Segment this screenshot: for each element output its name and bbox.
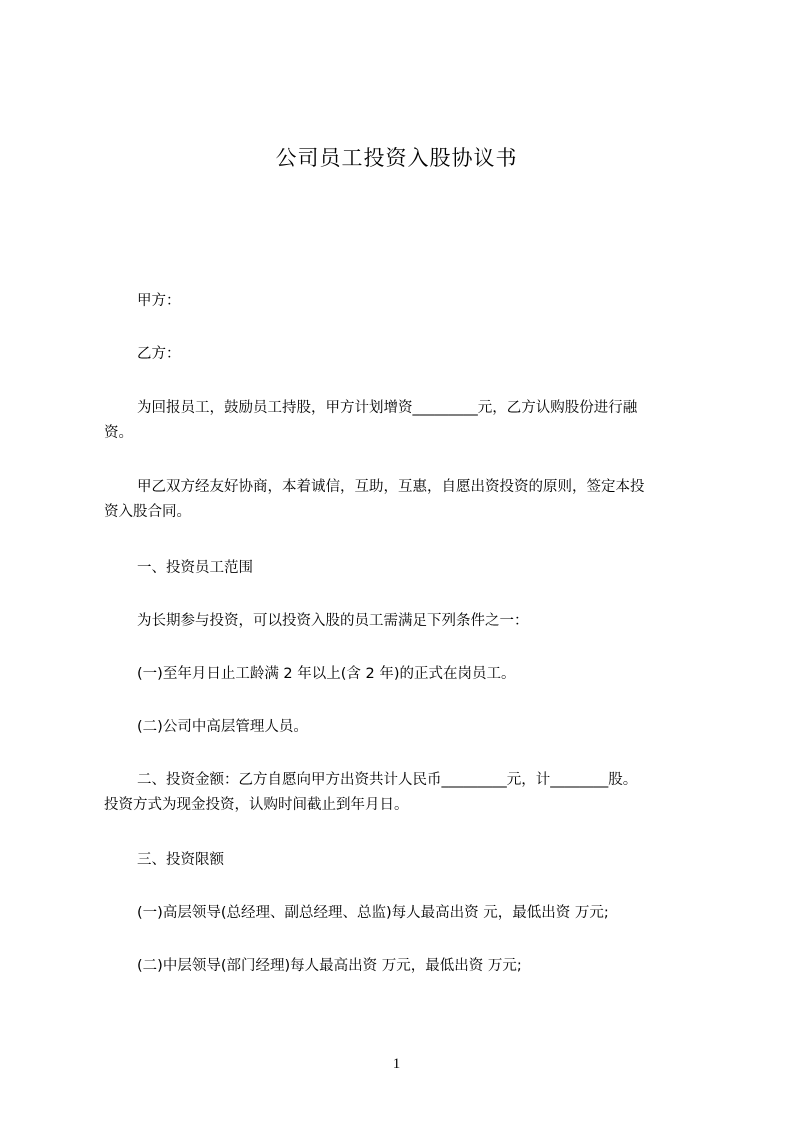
- intro-1-line-1: 为回报员工，鼓励员工持股，甲方计划增资_________元，乙方认购股份进行融: [137, 400, 638, 416]
- intro-2-line-1: 甲乙双方经友好协商，本着诚信，互助，互惠，自愿出资投资的原则，签定本投: [137, 479, 645, 495]
- section-2-paragraph: [104, 768, 694, 818]
- section-3-item-2: (二)中层领导(部门经理)每人最高出资 万元，最低出资 万元;: [137, 958, 522, 974]
- section-2-line-1: 二、投资金额：乙方自愿向甲方出资共计人民币_________元，计________股。: [137, 772, 638, 788]
- section-3-heading: 三、投资限额: [137, 852, 224, 868]
- document-title: 公司员工投资入股协议书: [275, 146, 518, 170]
- section-1-item-2: (二)公司中高层管理人员。: [137, 719, 308, 735]
- intro-2-line-2: 资入股合同。: [104, 504, 191, 520]
- intro-paragraph-2: [104, 475, 694, 525]
- intro-paragraph-1: [104, 396, 694, 446]
- intro-1-line-2: 资。: [104, 425, 133, 441]
- section-1-heading: 一、投资员工范围: [137, 560, 253, 576]
- section-3-item-1: (一)高层领导(总经理、副总经理、总监)每人最高出资 元，最低出资 万元;: [137, 905, 609, 921]
- section-1-lead: 为长期参与投资，可以投资入股的员工需满足下列条件之一：: [137, 613, 529, 629]
- party-a-label: 甲方：: [137, 293, 181, 309]
- section-1-item-1: (一)至年月日止工龄满 2 年以上(含 2 年)的正式在岗员工。: [137, 666, 516, 682]
- section-2-line-2: 投资方式为现金投资，认购时间截止到年月日。: [104, 797, 409, 813]
- party-b-label: 乙方：: [137, 346, 181, 362]
- page-number: 1: [392, 1056, 401, 1072]
